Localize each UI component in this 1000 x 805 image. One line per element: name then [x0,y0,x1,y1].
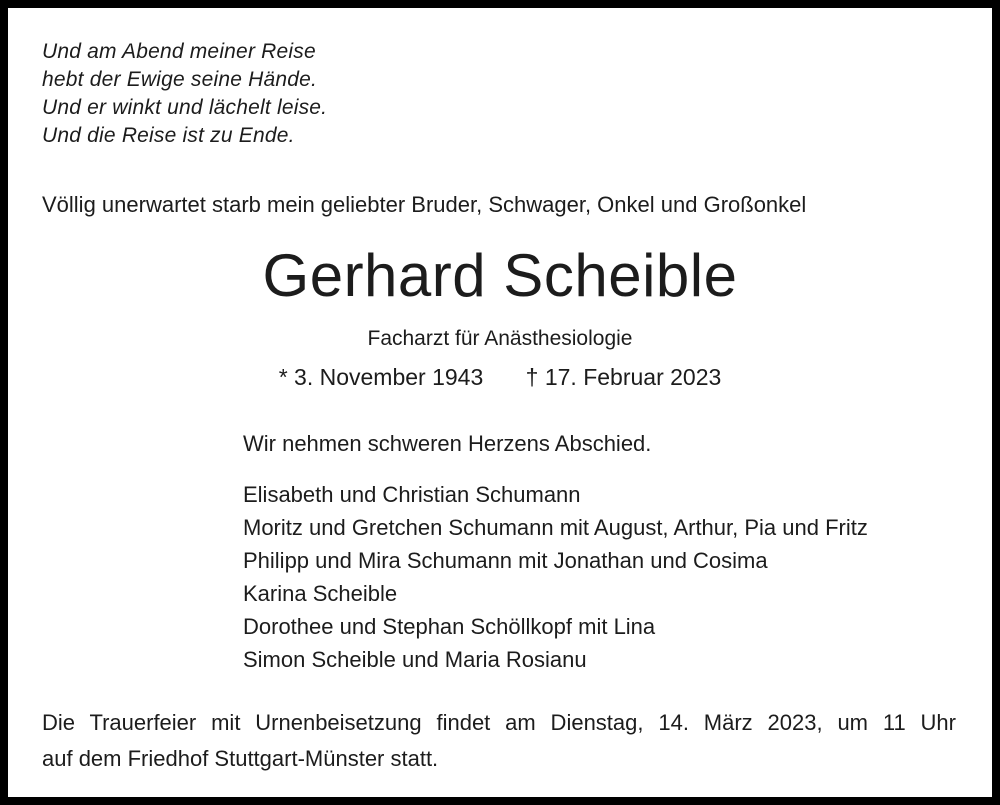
poem-line: Und er winkt und lächelt leise. [42,96,328,119]
mourners-list [243,478,972,676]
funeral-details [42,705,956,777]
funeral-details-line-2: auf dem Friedhof Stuttgart-Münster statt. [42,746,439,771]
poem-line: Und die Reise ist zu Ende. [42,124,295,147]
farewell-line: Wir nehmen schweren Herzens Abschied. [243,431,652,456]
deceased-profession: Facharzt für Anästhesiologie [367,327,633,350]
funeral-details-line-1: Die Trauerfeier mit Urnenbeisetzung findet am Dienstag, 14. März 2023, um 11 Uhr [42,710,956,735]
mourner-line: Dorothee und Stephan Schöllkopf mit Lina [243,614,656,639]
life-dates [8,362,992,392]
mourner-line: Elisabeth und Christian Schumann [243,482,581,507]
poem-line: hebt der Ewige seine Hände. [42,68,318,91]
deceased-name: Gerhard Scheible [262,242,738,309]
mourner-line: Philipp und Mira Schumann mit Jonathan und Cosima [243,548,768,573]
birth-date: * 3. November 1943 [278,364,484,390]
mourner-line: Simon Scheible und Maria Rosianu [243,647,587,672]
death-date: † 17. Februar 2023 [525,364,722,390]
intro-line: Völlig unerwartet starb mein geliebter Bruder, Schwager, Onkel und Großonkel [42,192,807,217]
mourner-line: Karina Scheible [243,581,398,606]
mourner-line: Moritz und Gretchen Schumann mit August, Arthur, Pia und Fritz [243,515,868,540]
poem-verse [42,38,327,150]
poem-line: Und am Abend meiner Reise [42,40,316,63]
